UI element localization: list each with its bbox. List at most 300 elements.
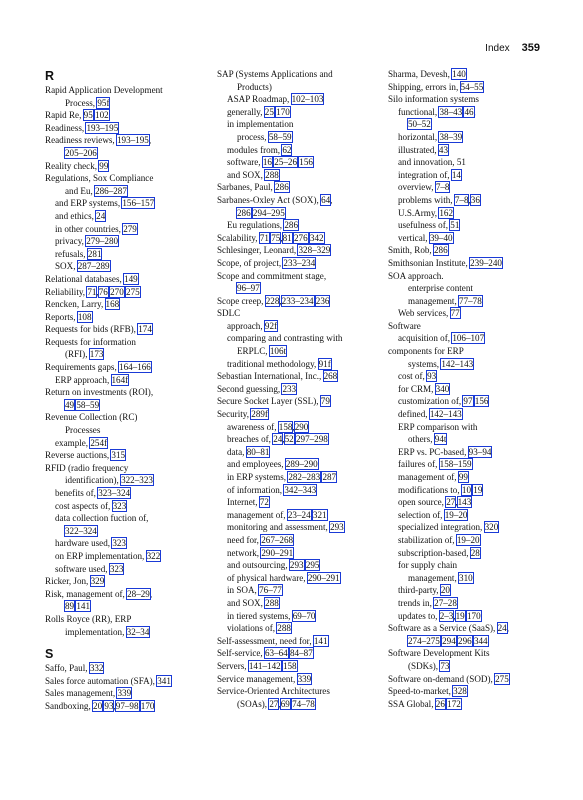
page-reference-link[interactable]: 76: [98, 286, 108, 297]
index-subentry: [388, 156, 548, 169]
page-reference-link[interactable]: 342–343: [284, 484, 317, 495]
page-reference-link[interactable]: 323–324: [98, 488, 131, 498]
page-reference-link[interactable]: 28: [470, 547, 480, 558]
page-reference-link[interactable]: 58–59: [268, 131, 292, 142]
entry-text: modifications to,: [398, 484, 460, 495]
entry-text: Sandboxing,: [45, 700, 91, 711]
index-entry: [217, 408, 379, 421]
page-reference-link[interactable]: 77: [450, 308, 460, 319]
entry-text: Sarbanes, Paul,: [217, 182, 273, 193]
index-subentry: [388, 610, 548, 623]
page-reference-link[interactable]: 268: [323, 371, 338, 382]
page-reference-link[interactable]: 233–234: [283, 257, 316, 268]
page-reference-link[interactable]: 24: [497, 623, 507, 634]
page-reference-link[interactable]: 164f: [111, 374, 129, 385]
page-reference-link[interactable]: 27: [446, 497, 456, 508]
entry-text: stabilization of,: [398, 534, 455, 545]
page-reference-link[interactable]: 27: [269, 698, 279, 709]
entry-text: trends in,: [398, 597, 432, 608]
page-reference-link[interactable]: 162: [439, 207, 453, 218]
index-entry: [217, 660, 379, 673]
page-reference-link[interactable]: 170: [140, 700, 155, 711]
page-reference-link[interactable]: 296: [458, 635, 472, 646]
index-subentry: [388, 421, 548, 434]
page-reference-link[interactable]: 275: [495, 673, 509, 684]
index-entry: [388, 673, 548, 686]
page-reference-link[interactable]: 38–43: [439, 106, 463, 117]
entry-text: implementation,: [65, 626, 125, 637]
entry-text: SAP (Systems Applications and: [217, 69, 333, 79]
entry-text: Saffo, Paul,: [45, 663, 88, 674]
index-subentry: [45, 500, 205, 513]
index-subentry: [388, 408, 548, 421]
index-entry: [388, 270, 548, 283]
entry-text: management of,: [398, 472, 457, 482]
entry-text: ,: [250, 207, 253, 218]
page-reference-link[interactable]: 205–206: [65, 147, 97, 158]
entry-text: ,: [468, 194, 471, 205]
page-reference-link[interactable]: 43: [438, 144, 449, 155]
page-reference-link[interactable]: 24: [96, 210, 106, 221]
index-entry: [45, 700, 205, 713]
page-reference-link[interactable]: 140: [452, 69, 466, 79]
page-reference-link[interactable]: 172: [447, 698, 461, 709]
page-reference-link[interactable]: 267–268: [261, 534, 294, 545]
page-reference-link[interactable]: 25–26: [274, 157, 297, 168]
index-subentry: [45, 550, 205, 563]
entry-text: SOX,: [55, 261, 76, 272]
entry-text: (SDKs),: [408, 660, 439, 671]
page-reference-link[interactable]: 233: [282, 383, 297, 394]
index-entry: [45, 613, 205, 626]
index-entry: [45, 336, 205, 349]
page-reference-link[interactable]: 143: [457, 497, 472, 508]
page-reference-link[interactable]: 142–143: [441, 358, 474, 369]
page-reference-link[interactable]: 10: [461, 484, 472, 495]
index-subentry: [388, 307, 548, 320]
page-reference-link[interactable]: 320: [484, 522, 499, 533]
page-reference-link[interactable]: 14: [451, 169, 461, 180]
page-reference-link[interactable]: 168: [105, 299, 120, 310]
page-reference-link[interactable]: 329: [90, 576, 105, 587]
index-subentry: [217, 169, 379, 182]
page-reference-link[interactable]: 27–28: [434, 597, 457, 608]
index-subentry: [388, 584, 548, 597]
page-reference-link[interactable]: 71: [87, 286, 97, 297]
page-reference-link[interactable]: 328: [453, 686, 467, 697]
page-reference-link[interactable]: 297–298: [295, 434, 328, 445]
page-reference-link[interactable]: 339: [117, 688, 132, 699]
page-reference-link[interactable]: 228: [265, 295, 280, 306]
page-reference-link[interactable]: 288: [265, 597, 279, 608]
index-subentry: [388, 169, 548, 182]
index-subentry: [45, 487, 205, 500]
page-reference-link[interactable]: 290–291: [261, 547, 294, 558]
entry-text: Sarbanes-Oxley Act (SOX),: [217, 194, 319, 205]
page-reference-link[interactable]: 142–143: [429, 409, 462, 420]
page-reference-link[interactable]: 322–324: [65, 525, 97, 536]
page-reference-link[interactable]: 344: [473, 635, 488, 646]
page-reference-link[interactable]: 19–20: [444, 509, 468, 520]
page-reference-link[interactable]: 239–240: [470, 257, 502, 268]
page-reference-link[interactable]: 236: [315, 295, 330, 306]
page-reference-link[interactable]: 156–157: [122, 198, 155, 209]
entry-text: Regulations, Sox Compliance: [45, 173, 154, 184]
entry-text: Rapid Re,: [45, 110, 82, 121]
page-reference-link[interactable]: 97–98: [115, 700, 139, 711]
index-subentry: [45, 512, 205, 525]
entry-text: Processes: [65, 425, 101, 436]
index-entry: [388, 345, 548, 358]
page-reference-link[interactable]: 25: [264, 106, 274, 117]
page-reference-link[interactable]: 323: [112, 538, 126, 549]
page-reference-link[interactable]: 276: [293, 232, 308, 243]
page-reference-link[interactable]: 32–34: [126, 626, 150, 637]
page-reference-link[interactable]: 279: [123, 223, 137, 234]
page-reference-link[interactable]: 339: [297, 673, 312, 684]
entry-text: ,: [303, 560, 306, 571]
page-reference-link[interactable]: 97: [463, 396, 473, 407]
page-reference-link[interactable]: 49: [65, 399, 75, 410]
page-reference-link[interactable]: 323: [112, 500, 127, 511]
page-reference-link[interactable]: 106t: [269, 346, 287, 357]
page-reference-link[interactable]: 84–87: [290, 648, 313, 659]
entry-text: management of,: [227, 509, 286, 520]
entry-text: ,: [471, 635, 474, 646]
entry-text: ERP vs. PC-based,: [398, 446, 467, 457]
page-reference-link[interactable]: 20: [440, 585, 450, 596]
page-reference-link[interactable]: 286: [237, 207, 251, 218]
entry-text: Smith, Rob,: [388, 245, 432, 256]
entry-text: ,: [453, 610, 456, 621]
index-entry: [45, 687, 205, 700]
page-reference-link[interactable]: 81: [282, 232, 292, 243]
page-reference-link[interactable]: 141: [313, 635, 328, 646]
page-reference-link[interactable]: 63–64: [264, 648, 288, 659]
entry-text: Software as a Service (SaaS),: [388, 623, 496, 634]
index-subentry: [388, 597, 548, 610]
entry-text: ,: [271, 157, 275, 168]
index-entry: [45, 172, 205, 185]
page-reference-link[interactable]: 75: [271, 232, 281, 243]
page-reference-link[interactable]: 69–70: [292, 610, 316, 621]
index-subentry: [217, 219, 379, 232]
entry-text: awareness of,: [227, 421, 277, 432]
page-reference-link[interactable]: 16: [262, 157, 272, 168]
page-reference-link[interactable]: 51: [450, 220, 460, 231]
page-reference-link[interactable]: 93–94: [468, 446, 492, 457]
page-reference-link[interactable]: 173: [89, 349, 104, 360]
page-reference-link[interactable]: 46: [464, 106, 474, 117]
entry-text: ,: [289, 698, 293, 709]
page-reference-link[interactable]: 286: [284, 220, 298, 231]
page-reference-link[interactable]: 279–280: [86, 236, 119, 247]
entry-text: enterprise content: [408, 283, 473, 294]
page-reference-link[interactable]: 158: [282, 660, 297, 671]
page-reference-link[interactable]: 310: [459, 572, 473, 583]
entry-text: Second guessing,: [217, 383, 281, 394]
entry-text: Eu regulations,: [227, 220, 283, 231]
page-reference-link[interactable]: 294–295: [252, 207, 285, 218]
page-reference-link[interactable]: 332: [89, 663, 104, 674]
page-reference-link[interactable]: 193–195: [116, 135, 149, 146]
page-reference-link[interactable]: 282–283: [288, 472, 321, 482]
entry-text: and SOX,: [227, 597, 263, 608]
page-reference-link[interactable]: 76–77: [259, 585, 282, 596]
entry-text: generally,: [227, 106, 263, 117]
entry-text: Sales force automation (SFA),: [45, 675, 155, 686]
page-reference-link[interactable]: 341: [157, 675, 171, 686]
index-subentry: [217, 622, 379, 635]
entry-text: others,: [408, 434, 433, 445]
index-subentry: [45, 626, 205, 639]
page-reference-link[interactable]: 295: [305, 560, 320, 571]
page-reference-link[interactable]: 95f: [97, 97, 110, 108]
page-reference-link[interactable]: 77–78: [459, 295, 482, 306]
index-subentry: [388, 370, 548, 383]
page-reference-link[interactable]: 108: [77, 311, 92, 322]
page-reference-link[interactable]: 99: [458, 472, 468, 482]
index-subentry: [217, 597, 379, 610]
index-subentry: [217, 282, 379, 295]
page-reference-link[interactable]: 141: [76, 601, 91, 612]
page-reference-link[interactable]: 233–234: [281, 295, 314, 306]
section-letter-heading: S: [45, 647, 54, 662]
page-reference-link[interactable]: 102: [95, 110, 109, 121]
entry-text: ,: [439, 635, 443, 646]
page-reference-link[interactable]: 19: [455, 610, 465, 621]
page-reference-link[interactable]: 288: [265, 169, 279, 180]
page-number: 359: [521, 42, 540, 54]
index-subentry: [217, 458, 379, 471]
page-reference-link[interactable]: 328–329: [298, 245, 331, 256]
page-header: [485, 42, 540, 54]
page-reference-link[interactable]: 36: [470, 194, 480, 205]
page-reference-link[interactable]: 270: [110, 286, 124, 297]
entry-text: integration of,: [398, 169, 450, 180]
page-reference-link[interactable]: 7–8: [435, 182, 450, 193]
index-entry: [217, 370, 379, 383]
page-reference-link[interactable]: 149: [124, 273, 138, 284]
page-reference-link[interactable]: 64: [321, 194, 331, 205]
page-reference-link[interactable]: 54–55: [460, 81, 484, 92]
page-reference-link[interactable]: 290–291: [307, 572, 340, 583]
index-entry: [217, 395, 379, 408]
section-letter-heading: R: [45, 69, 55, 83]
index-entry: [45, 286, 205, 299]
entry-text: of information,: [227, 484, 283, 495]
page-reference-link[interactable]: 170: [276, 106, 290, 117]
page-reference-link[interactable]: 254f: [90, 437, 108, 448]
entry-text: Schlesinger, Leonard,: [217, 245, 297, 256]
entry-text: Sebastian International, Inc.,: [217, 371, 322, 382]
entry-text: Reality check,: [45, 160, 98, 171]
index-entry: [217, 194, 379, 207]
entry-text: ,: [113, 700, 116, 711]
index-subentry: [388, 471, 548, 484]
index-subentry: [217, 446, 379, 459]
entry-text: Reports,: [45, 311, 76, 322]
entry-text: Self-assessment, need for,: [217, 635, 312, 646]
entry-text: ,: [462, 106, 465, 117]
page-reference-link[interactable]: 275: [126, 286, 140, 297]
index-subentry: [217, 484, 379, 497]
index-column-3: [388, 68, 548, 710]
page-reference-link[interactable]: 2–3: [439, 610, 454, 621]
page-reference-link[interactable]: 94t: [434, 434, 447, 445]
page-reference-link[interactable]: 23–24: [287, 509, 311, 520]
index-subentry: [217, 534, 379, 547]
page-reference-link[interactable]: 91f: [318, 358, 331, 369]
page-reference-link[interactable]: 287: [322, 472, 337, 482]
index-subentry: [217, 81, 379, 94]
index-subentry: [45, 197, 205, 210]
page-reference-link[interactable]: 72: [259, 497, 269, 508]
page-reference-link[interactable]: 156: [299, 157, 313, 168]
page-reference-link[interactable]: 24: [273, 434, 283, 445]
page-reference-link[interactable]: 92f: [264, 320, 278, 331]
page-reference-link[interactable]: 340: [435, 383, 450, 394]
page-reference-link[interactable]: 274–275: [408, 635, 440, 646]
entry-text: (RFI),: [65, 349, 88, 360]
page-reference-link[interactable]: 19: [473, 484, 483, 495]
page-reference-link[interactable]: 156: [474, 396, 489, 407]
entry-text: Requirements gaps,: [45, 362, 117, 373]
index-column-2: [217, 68, 379, 710]
page-reference-link[interactable]: 93: [427, 371, 437, 382]
page-reference-link[interactable]: 164–166: [119, 362, 151, 373]
page-reference-link[interactable]: 95: [83, 110, 93, 121]
page-reference-link[interactable]: 26: [435, 698, 445, 709]
index-subentry: [388, 118, 548, 131]
entry-text: Secure Socket Layer (SSL),: [217, 396, 319, 407]
page-reference-link[interactable]: 193–195: [86, 122, 119, 133]
page-reference-link[interactable]: 289–290: [285, 459, 318, 470]
index-entry: [45, 361, 205, 374]
entry-text: Scope creep,: [217, 295, 264, 306]
page-reference-link[interactable]: 321: [312, 509, 327, 520]
page-reference-link[interactable]: 93: [104, 700, 114, 711]
page-reference-link[interactable]: 141–142: [248, 660, 281, 671]
page-reference-link[interactable]: 287–289: [77, 261, 110, 272]
index-subentry: [45, 563, 205, 576]
page-reference-link[interactable]: 20: [93, 700, 103, 711]
index-subentry: [45, 97, 205, 110]
page-reference-link[interactable]: 288: [277, 623, 291, 634]
page-reference-link[interactable]: 294: [442, 635, 456, 646]
page-reference-link[interactable]: 174: [138, 324, 152, 335]
entry-text: on ERP implementation,: [55, 550, 145, 561]
page-reference-link[interactable]: 158–159: [439, 459, 472, 470]
page-reference-link[interactable]: 102–103: [291, 94, 324, 105]
entry-text: Reliability,: [45, 286, 86, 297]
page-reference-link[interactable]: 99: [99, 160, 109, 171]
index-entry: [45, 109, 205, 122]
page-reference-link[interactable]: 322: [146, 550, 161, 561]
entry-text: and employees,: [227, 459, 284, 470]
entry-text: vertical,: [398, 232, 428, 243]
page-reference-link[interactable]: 286: [434, 245, 448, 256]
page-reference-link[interactable]: 289f: [251, 409, 268, 420]
page-reference-link[interactable]: 19–20: [456, 534, 480, 545]
page-reference-link[interactable]: 342: [309, 232, 324, 243]
page-reference-link[interactable]: 69: [280, 698, 290, 709]
index-entry: [45, 675, 205, 688]
index-subentry: [217, 421, 379, 434]
page-reference-link[interactable]: 290: [294, 421, 309, 432]
entry-text: Software: [388, 320, 421, 331]
page-reference-link[interactable]: 286–287: [95, 185, 127, 196]
page-reference-link[interactable]: 106–107: [452, 333, 485, 344]
index-subentry: [217, 547, 379, 560]
page-reference-link[interactable]: 286: [275, 182, 289, 193]
page-reference-link[interactable]: 293: [330, 522, 344, 533]
page-reference-link[interactable]: 158: [278, 421, 293, 432]
page-reference-link[interactable]: 89: [65, 601, 75, 612]
page-reference-link[interactable]: 7–8: [454, 194, 469, 205]
entry-text: Reverse auctions,: [45, 450, 110, 461]
index-subentry: [217, 118, 379, 131]
entry-text: components for ERP: [388, 346, 464, 357]
page-reference-link[interactable]: 39–40: [429, 232, 453, 243]
entry-text: overview,: [398, 182, 434, 193]
page-reference-link[interactable]: 293: [289, 560, 304, 571]
index-subentry: [388, 509, 548, 522]
entry-text: Products): [237, 81, 272, 92]
index-entry: [45, 298, 205, 311]
index-subentry: [45, 525, 205, 538]
entry-text: Requests for information: [45, 336, 136, 347]
page-reference-link[interactable]: 80–81: [246, 446, 270, 457]
index-column-1: [45, 68, 205, 713]
page-reference-link[interactable]: 74–78: [292, 698, 315, 709]
page-reference-link[interactable]: 315: [111, 450, 126, 461]
page-reference-link[interactable]: 79: [320, 396, 330, 407]
page-reference-link[interactable]: 96–97: [237, 283, 260, 294]
page-reference-link[interactable]: 281: [87, 248, 102, 259]
page-reference-link[interactable]: 58–59: [76, 399, 100, 410]
page-reference-link[interactable]: 50–52: [408, 119, 431, 130]
index-subentry: [45, 147, 205, 160]
index-entry: [217, 647, 379, 660]
entry-text: ,: [310, 509, 313, 520]
entry-text: third-party,: [398, 585, 439, 596]
index-entry: [217, 257, 379, 270]
index-subentry: [45, 210, 205, 223]
page-reference-link[interactable]: 62: [282, 144, 292, 155]
page-reference-link[interactable]: 52: [284, 434, 294, 445]
page-reference-link[interactable]: 323: [109, 563, 124, 574]
entry-text: of physical hardware,: [227, 572, 306, 583]
page-reference-link[interactable]: 38–39: [439, 131, 463, 142]
entry-text: ,: [102, 700, 105, 711]
index-subentry: [388, 559, 548, 572]
index-subentry: [217, 471, 379, 484]
page-reference-link[interactable]: 71: [259, 232, 269, 243]
page-reference-link[interactable]: 322–323: [121, 475, 153, 486]
entry-text: ,: [330, 194, 333, 205]
entry-text: ,: [96, 286, 99, 297]
page-reference-link[interactable]: 170: [466, 610, 481, 621]
entry-text: ,: [123, 286, 127, 297]
entry-text: Sharma, Devesh,: [388, 69, 450, 79]
entry-text: Software on-demand (SOD),: [388, 673, 493, 684]
index-subentry: [388, 433, 548, 446]
page-reference-link[interactable]: 73: [440, 660, 450, 671]
index-subentry: [45, 474, 205, 487]
page-reference-link[interactable]: 28–29: [127, 588, 150, 599]
entry-text: ,: [107, 286, 111, 297]
